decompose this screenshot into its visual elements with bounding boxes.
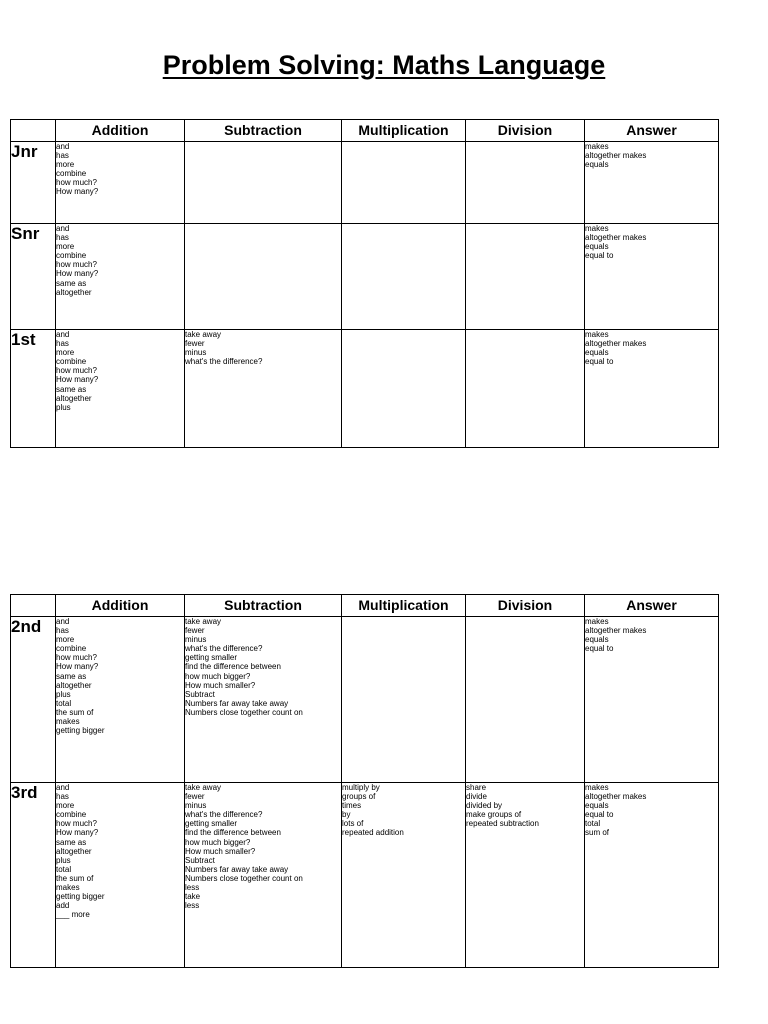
phrase-item: equal to — [585, 810, 614, 820]
answer-cell — [585, 330, 719, 448]
multiplication-cell — [342, 783, 466, 968]
phrase-item: how much? — [56, 178, 97, 188]
phrase-item: altogether — [56, 393, 92, 403]
level-label: 1st — [11, 330, 56, 448]
subtraction-cell — [185, 330, 342, 448]
phrase-item: the sum of — [56, 873, 94, 883]
header-row — [11, 120, 719, 142]
division-cell — [466, 330, 585, 448]
phrase-item: how much bigger? — [185, 671, 251, 681]
phrase-item: makes — [585, 142, 609, 151]
phrase-item: lots of — [342, 819, 364, 829]
phrase-item: equals — [585, 160, 609, 170]
division-cell — [466, 617, 585, 783]
table-row — [11, 142, 719, 224]
phrase-item: has — [56, 151, 69, 161]
phrase-item: How much smaller? — [185, 846, 256, 856]
phrase-item: equals — [585, 635, 609, 645]
phrase-item: what's the difference? — [185, 810, 263, 820]
phrase-item: how much? — [56, 260, 97, 270]
level-label: 3rd — [11, 783, 56, 968]
level-label: Jnr — [11, 142, 56, 224]
phrase-item: more — [56, 242, 75, 252]
level-label: 2nd — [11, 617, 56, 783]
phrase-item: How many? — [56, 375, 99, 385]
phrase-item: total — [56, 698, 72, 708]
phrase-item: altogether makes — [585, 233, 647, 243]
phrase-item: altogether makes — [585, 339, 647, 349]
header-answer: Answer — [585, 595, 719, 617]
maths-language-table-2 — [10, 594, 719, 968]
phrase-item: same as — [56, 671, 87, 681]
phrase-item: makes — [585, 783, 609, 792]
header-division: Division — [466, 120, 585, 142]
phrase-item: has — [56, 792, 69, 802]
header-addition: Addition — [56, 120, 185, 142]
phrase-item: How many? — [56, 828, 99, 838]
phrase-item: makes — [56, 717, 80, 727]
phrase-item: the sum of — [56, 707, 94, 717]
phrase-item: and — [56, 142, 70, 151]
phrase-item: How many? — [56, 187, 99, 197]
addition-cell — [56, 330, 185, 448]
maths-language-table-1 — [10, 119, 719, 448]
header-multiplication: Multiplication — [342, 595, 466, 617]
addition-cell — [56, 224, 185, 330]
header-division: Division — [466, 595, 585, 617]
phrase-item: and — [56, 617, 70, 626]
multiplication-cell — [342, 330, 466, 448]
phrase-item: getting bigger — [56, 726, 105, 736]
header-level — [11, 120, 56, 142]
answer-cell — [585, 142, 719, 224]
answer-cell — [585, 617, 719, 783]
phrase-item: combine — [56, 810, 87, 820]
phrase-item: take — [185, 892, 201, 902]
phrase-item: less — [185, 901, 200, 911]
phrase-item: altogether makes — [585, 151, 647, 161]
phrase-item: fewer — [185, 626, 205, 636]
phrase-item: combine — [56, 251, 87, 261]
phrase-item: times — [342, 801, 362, 811]
phrase-item: equals — [585, 801, 609, 811]
phrase-item: equals — [585, 348, 609, 358]
phrase-item: and — [56, 783, 70, 792]
subtraction-cell — [185, 617, 342, 783]
subtraction-cell — [185, 142, 342, 224]
phrase-item: Numbers far away take away — [185, 698, 289, 708]
subtraction-cell — [185, 224, 342, 330]
phrase-item: repeated subtraction — [466, 819, 539, 829]
phrase-item: combine — [56, 644, 87, 654]
header-subtraction: Subtraction — [185, 595, 342, 617]
phrase-item: plus — [56, 402, 71, 412]
phrase-item: by — [342, 810, 351, 820]
addition-cell — [56, 783, 185, 968]
phrase-item: makes — [585, 330, 609, 339]
phrase-item: minus — [185, 801, 207, 811]
phrase-item: getting smaller — [185, 653, 238, 663]
phrase-item: total — [585, 819, 601, 829]
phrase-item: equals — [585, 242, 609, 252]
phrase-item: divided by — [466, 801, 503, 811]
phrase-item: altogether makes — [585, 792, 647, 802]
phrase-item: same as — [56, 837, 87, 847]
phrase-item: altogether — [56, 846, 92, 856]
page-title: Problem Solving: Maths Language — [162, 50, 606, 80]
phrase-item: how much bigger? — [185, 837, 251, 847]
phrase-item: make groups of — [466, 810, 522, 820]
table-row — [11, 617, 719, 783]
phrase-item: divide — [466, 792, 487, 802]
phrase-item: sum of — [585, 828, 610, 838]
phrase-item: repeated addition — [342, 828, 404, 838]
phrase-item: Subtract — [185, 689, 215, 699]
phrase-item: How much smaller? — [185, 680, 256, 690]
header-answer: Answer — [585, 120, 719, 142]
phrase-item: plus — [56, 689, 71, 699]
phrase-item: more — [56, 160, 75, 170]
phrase-item: altogether — [56, 680, 92, 690]
phrase-item: makes — [56, 883, 80, 893]
header-row — [11, 595, 719, 617]
phrase-item: groups of — [342, 792, 376, 802]
phrase-item: fewer — [185, 792, 205, 802]
answer-cell — [585, 783, 719, 968]
phrase-item: equal to — [585, 251, 614, 261]
phrase-item: Numbers close together count on — [185, 707, 303, 717]
phrase-item: and — [56, 224, 70, 233]
phrase-item: has — [56, 339, 69, 349]
phrase-item: equal to — [585, 357, 614, 367]
addition-cell — [56, 617, 185, 783]
phrase-item: multiply by — [342, 783, 380, 792]
phrase-item: more — [56, 801, 75, 811]
phrase-item: plus — [56, 855, 71, 865]
header-addition: Addition — [56, 595, 185, 617]
phrase-item: find the difference between — [185, 662, 281, 672]
phrase-item: share — [466, 783, 487, 792]
addition-cell — [56, 142, 185, 224]
division-cell — [466, 783, 585, 968]
level-label: Snr — [11, 224, 56, 330]
phrase-item: and — [56, 330, 70, 339]
table-row — [11, 330, 719, 448]
phrase-item: take away — [185, 330, 222, 339]
phrase-item: getting bigger — [56, 892, 105, 902]
phrase-item: what's the difference? — [185, 644, 263, 654]
phrase-item: how much? — [56, 653, 97, 663]
multiplication-cell — [342, 617, 466, 783]
subtraction-cell — [185, 783, 342, 968]
header-level — [11, 595, 56, 617]
phrase-item: take away — [185, 617, 222, 626]
phrase-item: minus — [185, 348, 207, 358]
answer-cell — [585, 224, 719, 330]
multiplication-cell — [342, 142, 466, 224]
phrase-item: what's the difference? — [185, 357, 263, 367]
phrase-item: more — [56, 635, 75, 645]
phrase-item: minus — [185, 635, 207, 645]
phrase-item: equal to — [585, 644, 614, 654]
phrase-item: fewer — [185, 339, 205, 349]
phrase-item: Numbers far away take away — [185, 864, 289, 874]
header-multiplication: Multiplication — [342, 120, 466, 142]
phrase-item: how much? — [56, 366, 97, 376]
multiplication-cell — [342, 224, 466, 330]
table-row — [11, 224, 719, 330]
table-row — [11, 783, 719, 968]
phrase-item: combine — [56, 169, 87, 179]
phrase-item: altogether makes — [585, 626, 647, 636]
division-cell — [466, 224, 585, 330]
phrase-item: Subtract — [185, 855, 215, 865]
phrase-item: makes — [585, 224, 609, 233]
phrase-item: less — [185, 883, 200, 893]
phrase-item: add — [56, 901, 70, 911]
phrase-item: has — [56, 233, 69, 243]
phrase-item: same as — [56, 384, 87, 394]
phrase-item: altogether — [56, 287, 92, 297]
phrase-item: same as — [56, 278, 87, 288]
header-subtraction: Subtraction — [185, 120, 342, 142]
division-cell — [466, 142, 585, 224]
phrase-item: How many? — [56, 662, 99, 672]
phrase-item: Numbers close together count on — [185, 873, 303, 883]
phrase-item: take away — [185, 783, 222, 792]
phrase-item: makes — [585, 617, 609, 626]
phrase-item: how much? — [56, 819, 97, 829]
phrase-item: total — [56, 864, 72, 874]
phrase-item: find the difference between — [185, 828, 281, 838]
phrase-item: has — [56, 626, 69, 636]
phrase-item: ___ more — [56, 910, 90, 920]
phrase-item: combine — [56, 357, 87, 367]
phrase-item: getting smaller — [185, 819, 238, 829]
phrase-item: more — [56, 348, 75, 358]
phrase-item: How many? — [56, 269, 99, 279]
